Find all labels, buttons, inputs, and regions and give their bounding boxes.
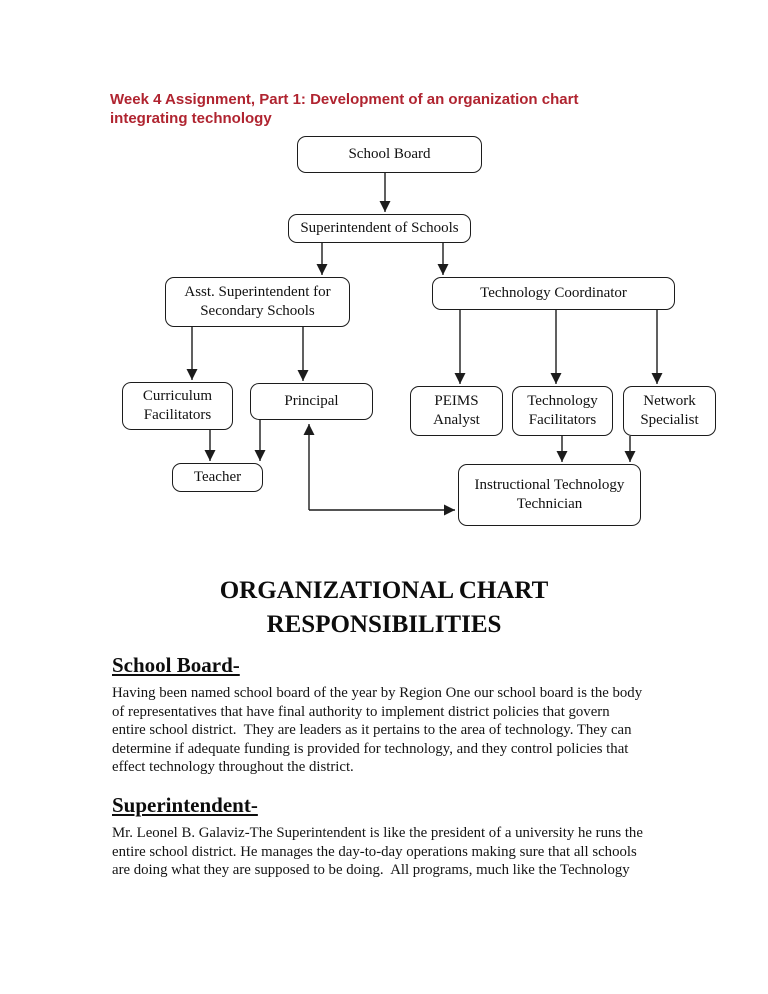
org-node-asst-superintendent (165, 277, 350, 327)
paragraph-line: effect technology throughout the district. (112, 759, 354, 776)
section-school-board-heading: School Board- (112, 653, 240, 677)
org-node-peims-analyst-label: PEIMS Analyst (433, 393, 480, 428)
org-node-teacher (172, 463, 263, 492)
assignment-title-line1: Week 4 Assignment, Part 1: Development of an organization chart (110, 91, 579, 108)
paragraph-line: Having been named school board of the year by Region One our school board is the body (112, 685, 643, 701)
org-node-principal-label: Principal (284, 393, 339, 409)
org-node-superintendent-of-schools-label: Superintendent of Schools (300, 220, 459, 236)
responsibilities-heading-line2: RESPONSIBILITIES (266, 611, 502, 638)
paragraph-line: determine if adequate funding is provided for technology, and they control policies that (112, 740, 629, 757)
paragraph-line: of representatives that have final authority to implement district policies that govern (112, 703, 610, 720)
paragraph-line: Mr. Leonel B. Galaviz-The Superintendent is like the president of a university he runs the (112, 825, 643, 841)
org-node-asst-superintendent-label: Asst. Superintendent for Secondary Schools (184, 284, 331, 319)
org-node-instructional-technology-technician-label: Instructional Technology Technician (474, 477, 625, 512)
org-node-superintendent-of-schools (288, 214, 471, 243)
paragraph-line: entire school district. He manages the day-to-day operations making sure that all schools (112, 843, 637, 860)
org-node-technology-coordinator-label: Technology Coordinator (480, 285, 627, 301)
paragraph-line: entire school district. They are leaders as it pertains to the area of technology. They can (112, 722, 632, 739)
org-node-technology-facilitators-label: Technology Facilitators (527, 393, 598, 428)
responsibilities-heading (110, 574, 658, 642)
org-node-teacher-label: Teacher (193, 469, 242, 485)
org-node-instructional-technology-technician (458, 464, 641, 526)
org-node-school-board-label: School Board (348, 146, 431, 162)
section-superintendent (112, 792, 668, 880)
section-school-board (112, 652, 668, 777)
assignment-title-line2: integrating technology (110, 110, 272, 127)
org-node-curriculum-facilitators (122, 382, 233, 430)
org-node-curriculum-facilitators-label: Curriculum Facilitators (142, 388, 213, 423)
org-node-network-specialist (623, 386, 716, 436)
org-node-technology-facilitators (512, 386, 613, 436)
section-superintendent-heading: Superintendent- (112, 793, 258, 817)
org-node-principal (250, 383, 373, 420)
org-node-technology-coordinator (432, 277, 675, 310)
section-school-board-paragraph (112, 684, 668, 777)
paragraph-line: are doing what they are supposed to be doing. All programs, much like the Technology (112, 862, 630, 879)
org-node-peims-analyst (410, 386, 503, 436)
section-superintendent-paragraph (112, 824, 668, 880)
org-node-school-board (297, 136, 482, 173)
responsibilities-heading-line1: ORGANIZATIONAL CHART (219, 577, 549, 604)
org-node-network-specialist-label: Network Specialist (640, 393, 699, 428)
